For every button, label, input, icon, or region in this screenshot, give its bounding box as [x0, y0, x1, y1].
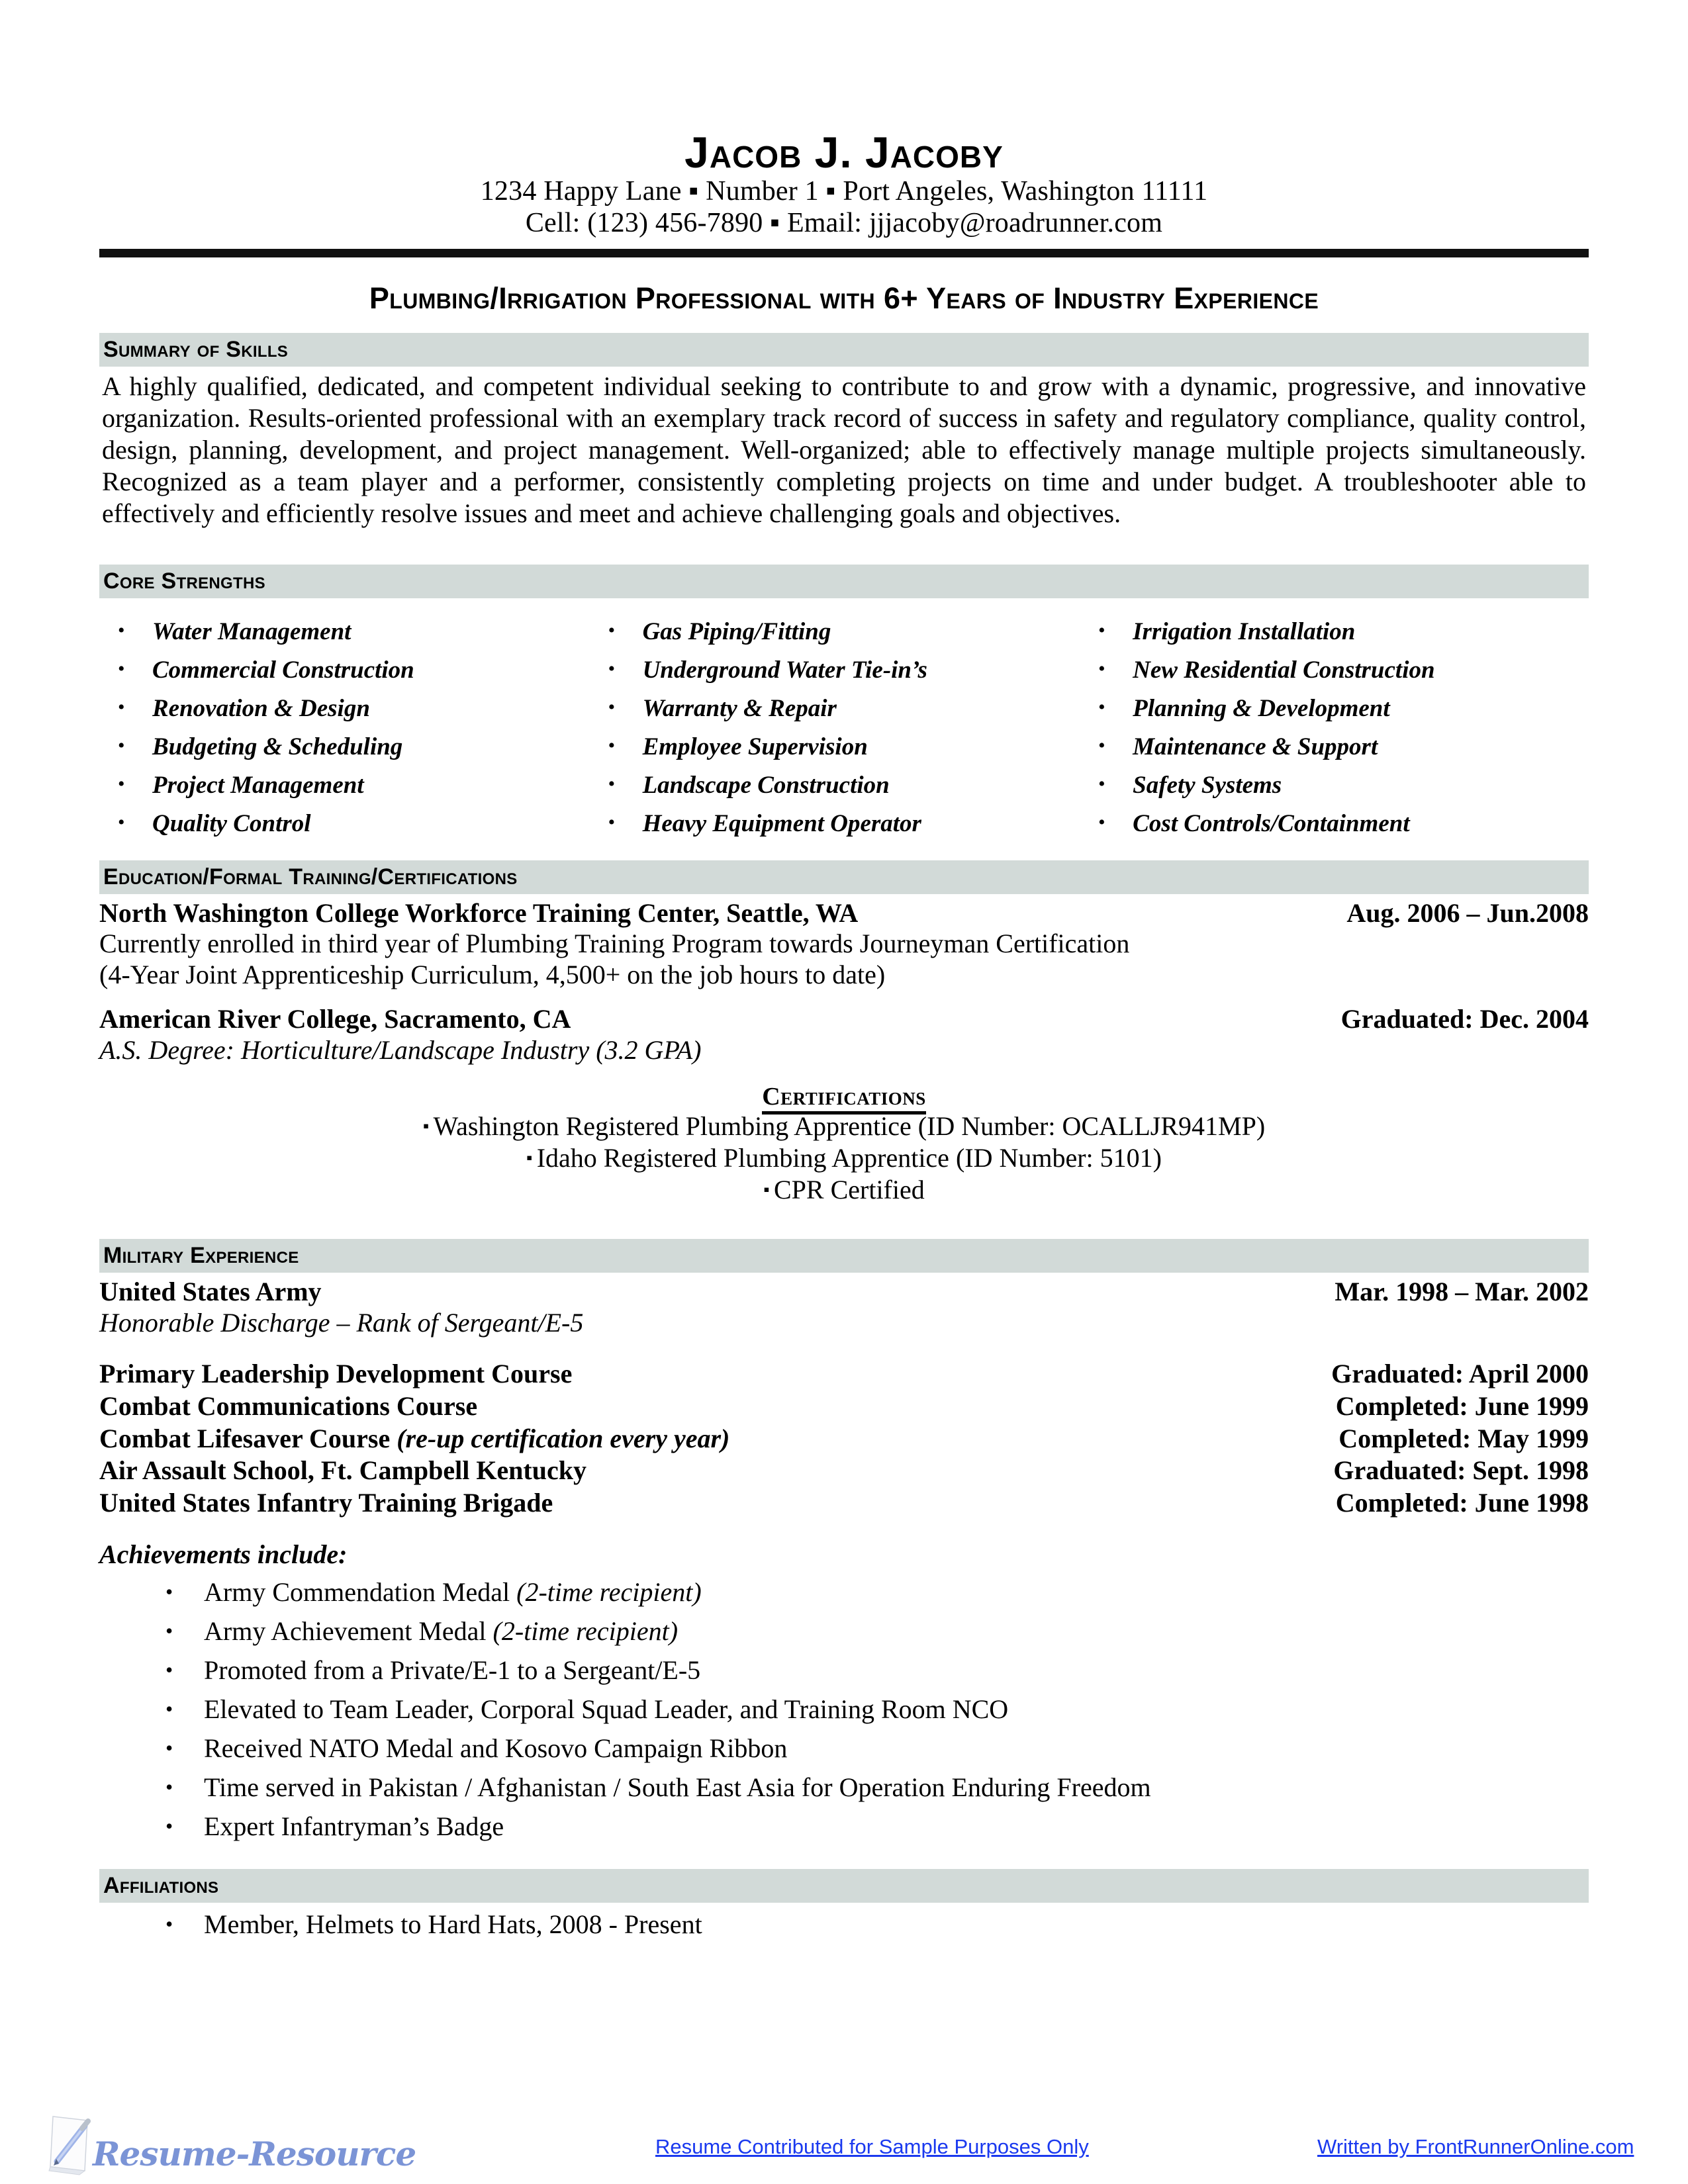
core-strength-item: [118, 728, 608, 766]
square-bullet-icon: ▪: [763, 1180, 774, 1200]
candidate-contact: Cell: (123) 456-7890 ▪ Email: jjjacoby@roadrunner.com: [525, 207, 1163, 238]
bullet-icon: •: [1098, 657, 1105, 680]
education-entry-1: [99, 898, 1589, 991]
military-courses-list: [99, 1359, 1589, 1520]
core-strength-item: [608, 728, 1099, 766]
footer-link-written-by[interactable]: Written by FrontRunnerOnline.com: [1317, 2135, 1634, 2158]
bullet-icon: •: [118, 811, 125, 833]
military-course-row: [99, 1391, 1589, 1424]
military-course-row: [99, 1424, 1589, 1456]
achievement-item: [165, 1768, 1589, 1807]
bullet-icon: •: [165, 1619, 173, 1643]
education-entry-2: [99, 1004, 1589, 1066]
achievement-item: [165, 1651, 1589, 1690]
core-strength-item: [608, 805, 1099, 843]
core-strength-label: Heavy Equipment Operator: [642, 809, 921, 837]
certification-item: [99, 1174, 1589, 1206]
achievement-label: [204, 1579, 702, 1606]
core-strength-item: [1098, 613, 1589, 651]
achievement-label: [204, 1618, 678, 1645]
military-course-name-text: Air Assault School, Ft. Campbell Kentucky: [99, 1455, 586, 1486]
bullet-icon: •: [165, 1658, 173, 1682]
achievements-list: [99, 1573, 1589, 1846]
bullet-icon: •: [608, 657, 616, 680]
military-branch-dates: Mar. 1998 – Mar. 2002: [1335, 1277, 1589, 1307]
achievement-label: [204, 1657, 700, 1684]
military-discharge-line: Honorable Discharge – Rank of Sergeant/E-5: [99, 1308, 584, 1338]
military-course-row: [99, 1488, 1589, 1520]
core-strength-label: Renovation & Design: [152, 694, 370, 722]
military-course-name-note: (re-up certification every year): [397, 1423, 730, 1453]
education-entry-1-detail-1: Currently enrolled in third year of Plumbing Training Program towards Journeyman Certification: [99, 929, 1130, 959]
bullet-icon: •: [165, 1736, 173, 1760]
core-strength-label: Project Management: [152, 771, 364, 799]
core-strength-item: [608, 613, 1099, 651]
core-strengths-column: [608, 613, 1099, 843]
affiliation-item: [165, 1905, 1589, 1944]
section-header-affiliations: Affiliations: [99, 1869, 1589, 1903]
summary-paragraph: A highly qualified, dedicated, and competent individual seeking to contribute to and grow with a dynamic, progressive, and innovative organization. Results-oriented professional with an exemplary track record of success in safety and regulatory compliance, quality control, design, planning, development, and project management. Well-organized; able to effectively manage multiple projects simultaneously. Recognized as a team player and a performer, consistently completing projects on time and under budget. A troubleshooter able to effectively and efficiently resolve issues and meet and achieve challenging goals and objectives.: [102, 371, 1586, 529]
core-strength-item: [608, 651, 1099, 690]
core-strength-item: [118, 690, 608, 728]
core-strengths-column: [1098, 613, 1589, 843]
military-course-name-text: Primary Leadership Development Course: [99, 1359, 573, 1389]
resume-header: [99, 0, 1589, 240]
achievement-label-text: Army Achievement Medal: [204, 1616, 493, 1646]
education-entry-1-school: North Washington College Workforce Training Center, Seattle, WA: [99, 897, 859, 928]
certifications-list: [99, 1111, 1589, 1206]
achievement-label: [204, 1813, 504, 1840]
affiliations-wrapper: [99, 1869, 1589, 1944]
resume-headline: Plumbing/Irrigation Professional with 6+ Years of Industry Experience: [369, 281, 1319, 315]
candidate-name: Jacob J. Jacoby: [684, 128, 1004, 177]
military-course-status: Graduated: Sept. 1998: [1333, 1455, 1589, 1486]
core-strength-label: Maintenance & Support: [1133, 733, 1378, 760]
core-strength-label: Safety Systems: [1133, 771, 1282, 799]
core-strength-label: Planning & Development: [1133, 694, 1390, 722]
education-entry-2-school: American River College, Sacramento, CA: [99, 1004, 571, 1034]
military-branch-name: United States Army: [99, 1277, 322, 1307]
military-course-status: Completed: June 1999: [1335, 1390, 1589, 1421]
achievement-item: [165, 1807, 1589, 1846]
certifications-subheading-label: Certifications: [762, 1083, 926, 1115]
square-bullet-icon: ▪: [422, 1116, 434, 1136]
bullet-icon: •: [165, 1775, 173, 1799]
military-course-status: Completed: June 1998: [1335, 1488, 1589, 1518]
core-strength-item: [118, 805, 608, 843]
core-strength-label: Gas Piping/Fitting: [642, 617, 831, 645]
military-course-status: Graduated: April 2000: [1331, 1359, 1589, 1389]
bullet-icon: •: [165, 1814, 173, 1838]
square-bullet-icon: ▪: [526, 1148, 537, 1168]
achievement-label: [204, 1735, 787, 1762]
bullet-icon: •: [608, 772, 616, 795]
achievement-label: [204, 1774, 1151, 1801]
resume-resource-logo-text: Resume-Resource: [93, 2134, 416, 2173]
core-strength-item: [608, 766, 1099, 805]
certification-item: [99, 1111, 1589, 1142]
affiliations-list: [99, 1905, 1589, 1944]
core-strength-label: Underground Water Tie-in’s: [642, 656, 927, 684]
achievement-label-text: Received NATO Medal and Kosovo Campaign Ribbon: [204, 1733, 788, 1763]
core-strength-item: [118, 613, 608, 651]
core-strength-item: [118, 651, 608, 690]
footer-link-contributed[interactable]: Resume Contributed for Sample Purposes Only: [655, 2135, 1089, 2158]
candidate-address: 1234 Happy Lane ▪ Number 1 ▪ Port Angeles, Washington 11111: [480, 175, 1208, 206]
core-strength-label: Warranty & Repair: [642, 694, 837, 722]
core-strength-item: [1098, 728, 1589, 766]
achievement-label-text: Promoted from a Private/E-1 to a Sergeant/E-5: [204, 1655, 701, 1685]
page-footer: [0, 2065, 1688, 2184]
military-course-name: [99, 1424, 729, 1455]
core-strength-label: Water Management: [152, 617, 352, 645]
military-course-name: [99, 1455, 586, 1486]
core-strength-label: Commercial Construction: [152, 656, 414, 684]
bullet-icon: •: [165, 1697, 173, 1721]
core-strength-label: New Residential Construction: [1133, 656, 1435, 684]
core-strength-label: Irrigation Installation: [1133, 617, 1356, 645]
section-header-military: Military Experience: [99, 1239, 1589, 1273]
achievement-item: [165, 1573, 1589, 1612]
paper-pen-icon: [48, 2113, 97, 2176]
core-strength-label: Employee Supervision: [642, 733, 868, 760]
core-strengths-grid: [99, 613, 1589, 843]
military-course-name: [99, 1391, 477, 1422]
bullet-icon: •: [118, 772, 125, 795]
education-entry-2-heading: [99, 1004, 1589, 1035]
military-course-name: [99, 1488, 553, 1519]
bullet-icon: •: [165, 1912, 173, 1936]
achievement-label-text: Elevated to Team Leader, Corporal Squad Leader, and Training Room NCO: [204, 1694, 1009, 1724]
bullet-icon: •: [165, 1580, 173, 1604]
military-course-row: [99, 1455, 1589, 1488]
bullet-icon: •: [608, 619, 616, 641]
education-entry-1-detail-2: (4-Year Joint Apprenticeship Curriculum, 4,500+ on the job hours to date): [99, 960, 886, 990]
achievement-label-text: Time served in Pakistan / Afghanistan / South East Asia for Operation Enduring Freedom: [204, 1772, 1151, 1802]
core-strength-item: [608, 690, 1099, 728]
achievement-label-text: Expert Infantryman’s Badge: [204, 1811, 504, 1841]
military-course-name: [99, 1359, 572, 1390]
certification-label: CPR Certified: [773, 1175, 925, 1205]
achievement-item: [165, 1690, 1589, 1729]
certification-label: Washington Registered Plumbing Apprentice (ID Number: OCALLJR941MP): [433, 1111, 1266, 1142]
education-entry-1-heading: [99, 898, 1589, 929]
achievements-heading: Achievements include:: [99, 1539, 348, 1569]
core-strength-label: Budgeting & Scheduling: [152, 733, 403, 760]
core-strength-label: Cost Controls/Containment: [1133, 809, 1410, 837]
military-course-row: [99, 1359, 1589, 1391]
bullet-icon: •: [118, 657, 125, 680]
military-branch-heading: [99, 1277, 1589, 1308]
achievement-item: [165, 1729, 1589, 1768]
bullet-icon: •: [608, 734, 616, 756]
core-strength-label: Landscape Construction: [642, 771, 890, 799]
achievement-label-note: (2-time recipient): [492, 1616, 679, 1646]
certification-label: Idaho Registered Plumbing Apprentice (ID Number: 5101): [536, 1143, 1162, 1173]
affiliation-label: [204, 1911, 702, 1938]
core-strength-item: [118, 766, 608, 805]
section-header-education: Education/Formal Training/Certifications: [99, 860, 1589, 894]
core-strength-item: [1098, 766, 1589, 805]
core-strength-label: Quality Control: [152, 809, 311, 837]
achievement-item: [165, 1612, 1589, 1651]
certification-item: [99, 1142, 1589, 1174]
bullet-icon: •: [118, 696, 125, 718]
military-course-name-text: United States Infantry Training Brigade: [99, 1488, 553, 1518]
bullet-icon: •: [118, 734, 125, 756]
core-strengths-column: [118, 613, 608, 843]
bullet-icon: •: [1098, 772, 1105, 795]
resume-resource-logo: [48, 2113, 416, 2176]
military-course-name-text: Combat Lifesaver Course: [99, 1423, 397, 1453]
core-strength-item: [1098, 805, 1589, 843]
military-course-name-text: Combat Communications Course: [99, 1390, 478, 1421]
bullet-icon: •: [1098, 811, 1105, 833]
military-branch-entry: [99, 1277, 1589, 1339]
achievement-label: [204, 1696, 1008, 1723]
core-strength-item: [1098, 651, 1589, 690]
section-header-core-strengths: Core Strengths: [99, 565, 1589, 598]
bullet-icon: •: [118, 619, 125, 641]
education-entry-1-dates: Aug. 2006 – Jun.2008: [1346, 897, 1589, 928]
affiliation-label-text: Member, Helmets to Hard Hats, 2008 - Present: [204, 1909, 702, 1939]
bullet-icon: •: [608, 811, 616, 833]
header-divider-rule: [99, 249, 1589, 257]
achievement-label-note: (2-time recipient): [516, 1577, 702, 1607]
bullet-icon: •: [1098, 619, 1105, 641]
core-strength-item: [1098, 690, 1589, 728]
section-header-summary: Summary of Skills: [99, 333, 1589, 367]
education-entry-2-dates: Graduated: Dec. 2004: [1340, 1004, 1589, 1034]
achievement-label-text: Army Commendation Medal: [204, 1577, 517, 1607]
bullet-icon: •: [1098, 734, 1105, 756]
bullet-icon: •: [1098, 696, 1105, 718]
certifications-subheading: [99, 1083, 1589, 1111]
education-entry-2-detail-1: A.S. Degree: Horticulture/Landscape Industry (3.2 GPA): [99, 1034, 702, 1065]
military-course-status: Completed: May 1999: [1338, 1423, 1589, 1453]
bullet-icon: •: [608, 696, 616, 718]
